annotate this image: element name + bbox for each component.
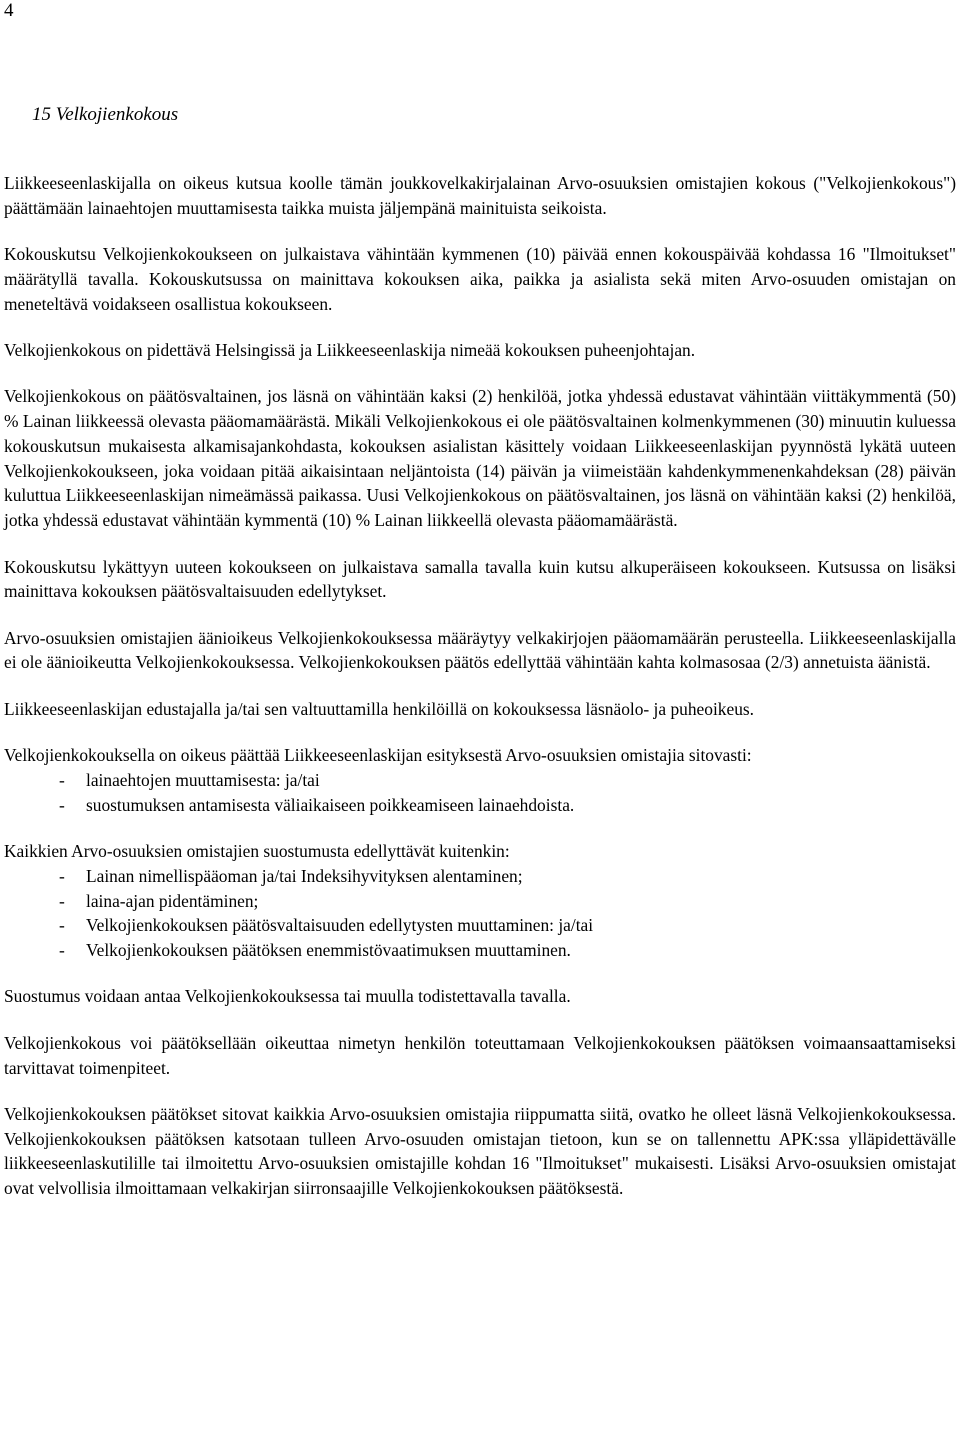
section-title: 15 Velkojienkokous bbox=[32, 104, 179, 125]
dash-marker: - bbox=[59, 940, 65, 961]
document-body bbox=[4, 102, 956, 1201]
page-number: 4 bbox=[4, 0, 14, 21]
paragraph-authorised-person: Velkojienkokous voi päätöksellään oikeuttaa nimetyn henkilön toteuttamaan Velkojienkokouksen päätöksen voimaansaattamiseksi tarvittavat toimenpiteet. bbox=[4, 1032, 956, 1078]
paragraph-adjourned-meeting: Kokouskutsu lykättyyn uuteen kokoukseen on julkaistava samalla tavalla kuin kutsu alkuperäiseen kokoukseen. Kutsussa on lisäksi mainittava kokouksen päätösvaltaisuuden edellytykset. bbox=[4, 556, 956, 602]
paragraph-binding-decisions: Velkojienkokouksen päätökset sitovat kaikkia Arvo-osuuksien omistajia riippumatta siitä, ovatko he olleet läsnä Velkojienkokouksessa. Velkojienkokouksen päätöksen katsotaan tulleen Arvo-osuuden omistajan tietoon, kun se on tallennettu APK:ssa ylläpidettävälle liikkeeseenlaskutilille tai ilmoitettu Arvo-osuuksien omistajille kohdan 16 "Ilmoitukset" mukaisesti. Lisäksi Arvo-osuuksien omistajat ovat velvollisia ilmoittamaan velkakirjan siirronsaajille Velkojienkokouksen päätöksestä. bbox=[4, 1103, 956, 1199]
binding-matters-list bbox=[4, 768, 956, 818]
dash-marker: - bbox=[59, 890, 65, 911]
list-item bbox=[4, 793, 956, 818]
paragraph-meeting-notice: Kokouskutsu Velkojienkokoukseen on julkaistava vähintään kymmenen (10) päivää ennen kokouspäivää kohdassa 16 "Ilmoitukset" määrätyllä tavalla. Kokouskutsussa on mainittava kokouksen aika, paikka ja asialista sekä miten Arvo-osuuden omistajan on meneteltävä voidakseen osallistua kokoukseen. bbox=[4, 244, 956, 314]
list-item bbox=[4, 889, 956, 914]
paragraph-unanimous-consent: Kaikkien Arvo-osuuksien omistajien suostumusta edellyttävät kuitenkin: bbox=[4, 840, 510, 861]
list-item bbox=[4, 864, 956, 889]
dash-marker: - bbox=[59, 769, 65, 790]
list-item-text: Lainan nimellispääoman ja/tai Indeksihyvityksen alentaminen; bbox=[86, 865, 523, 886]
list-item-text: lainaehtojen muuttamisesta: ja/tai bbox=[86, 769, 320, 790]
consent-matters-list bbox=[4, 864, 956, 963]
paragraph-right-to-convene: Liikkeeseenlaskijalla on oikeus kutsua koolle tämän joukkovelkakirjalainan Arvo-osuuksien omistajien kokous ("Velkojienkokous") päättämään lainaehtojen muuttamisesta taikka muista jäljempänä mainituista seikoista. bbox=[4, 173, 956, 218]
list-item-text: suostumuksen antamisesta väliaikaiseen poikkeamiseen lainaehdoista. bbox=[86, 794, 575, 815]
paragraph-meeting-powers: Velkojienkokouksella on oikeus päättää Liikkeeseenlaskijan esityksestä Arvo-osuuksien omistajia sitovasti: bbox=[4, 745, 752, 766]
list-item bbox=[4, 938, 956, 963]
list-item-text: Velkojienkokouksen päätösvaltaisuuden edellytysten muuttaminen: ja/tai bbox=[86, 915, 594, 936]
paragraph-meeting-location: Velkojienkokous on pidettävä Helsingissä ja Liikkeeseenlaskija nimeää kokouksen puheenjohtajan. bbox=[4, 339, 696, 360]
list-item bbox=[4, 913, 956, 938]
list-item-text: laina-ajan pidentäminen; bbox=[86, 890, 259, 911]
dash-marker: - bbox=[59, 865, 65, 886]
list-item-text: Velkojienkokouksen päätöksen enemmistövaatimuksen muuttaminen. bbox=[86, 940, 571, 961]
dash-marker: - bbox=[59, 915, 65, 936]
list-item bbox=[4, 768, 956, 793]
dash-marker: - bbox=[59, 794, 65, 815]
paragraph-voting-rights: Arvo-osuuksien omistajien äänioikeus Velkojienkokouksessa määräytyy velkakirjojen pääomamäärän perusteella. Liikkeeseenlaskijalla ei ole äänioikeutta Velkojienkokouksessa. Velkojienkokouksen päätös edellyttää vähintään kahta kolmasosaa (2/3) annetuista äänistä. bbox=[4, 627, 956, 673]
paragraph-consent-method: Suostumus voidaan antaa Velkojienkokouksessa tai muulla todistettavalla tavalla. bbox=[4, 986, 571, 1007]
paragraph-quorum: Velkojienkokous on päätösvaltainen, jos läsnä on vähintään kaksi (2) henkilöä, jotka yhdessä edustavat vähintään viittäkymmentä (50) % Lainan liikkeessä olevasta pääomamäärästä. Mikäli Velkojienkokous ei ole päätösvaltainen kolmenkymmenen (30) minuutin kuluessa kokouskutsun mukaisesta alkamisajankohdasta, kokouksen asialistan käsittely voidaan Liikkeeseenlaskijan pyynnöstä lykätä uuteen Velkojienkokoukseen, joka voidaan pitää aikaisintaan neljäntoista (14) päivän ja viimeistään kahdenkymmenenkahdeksan (28) päivän kuluttua Liikkeeseenlaskijan nimeämässä paikassa. Uusi Velkojienkokous on päätösvaltainen, jos läsnä on vähintään kaksi (2) henkilöä, jotka yhdessä edustavat vähintään kymmentä (10) % Lainan liikkeellä olevasta pääomamäärästä. bbox=[4, 386, 956, 531]
paragraph-issuer-representation: Liikkeeseenlaskijan edustajalla ja/tai sen valtuuttamilla henkilöillä on kokouksessa läsnäolo- ja puheoikeus. bbox=[4, 698, 755, 719]
